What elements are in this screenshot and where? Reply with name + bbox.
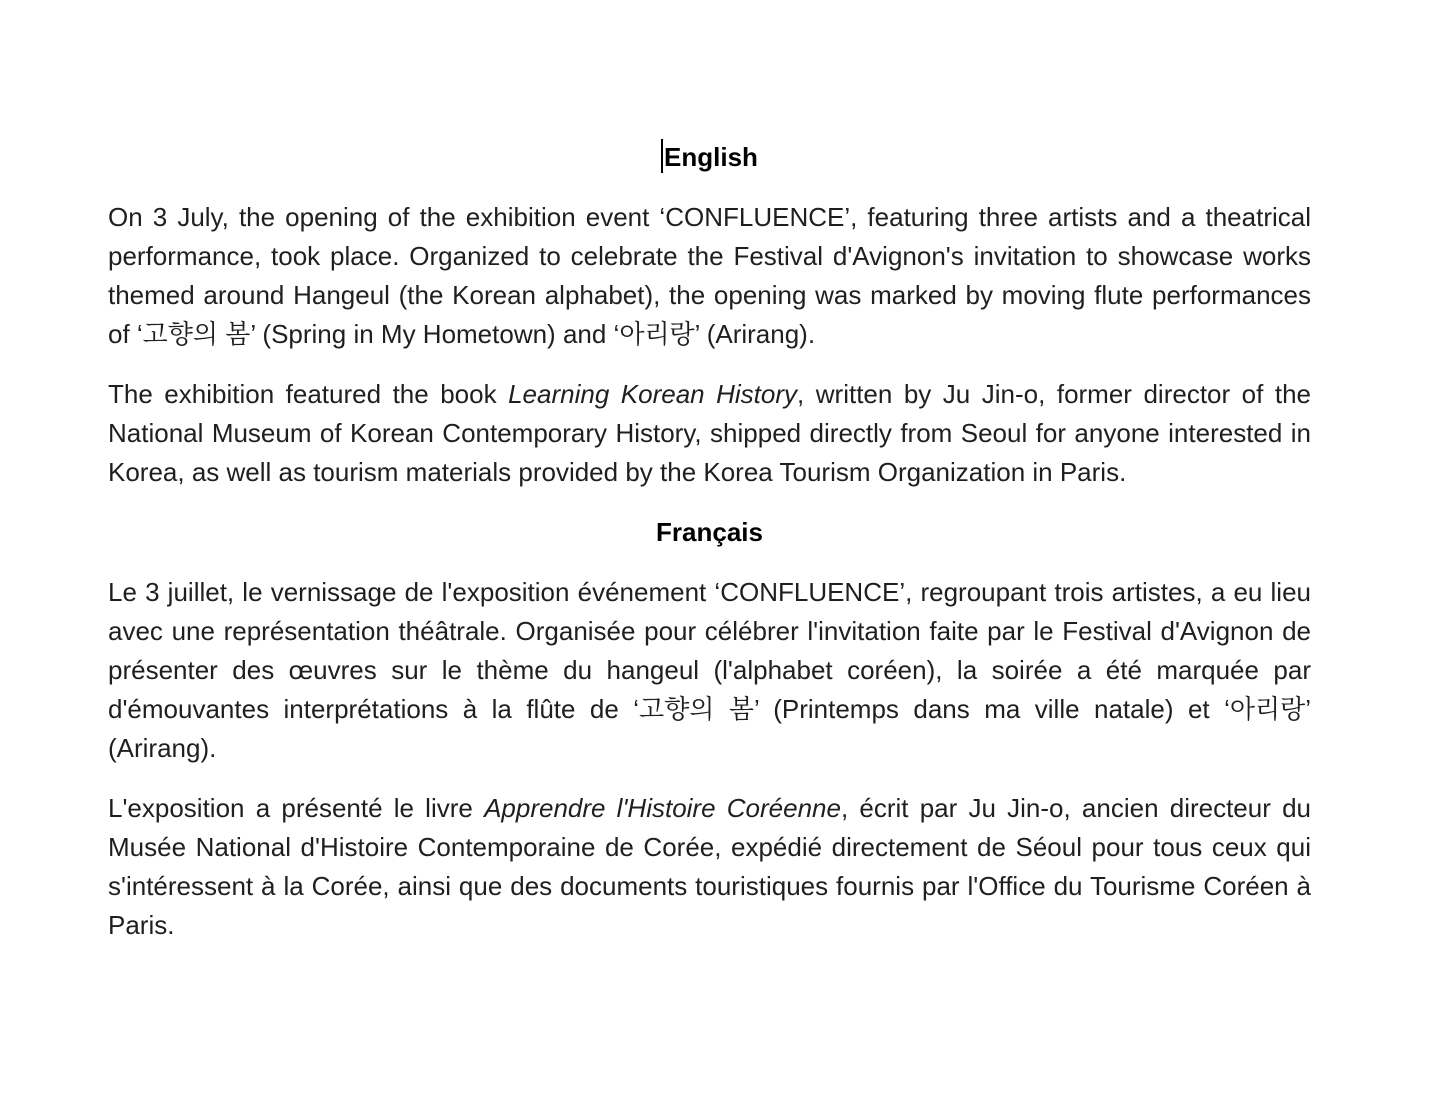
text-cursor [661, 139, 663, 173]
english-p2-before: The exhibition featured the book [108, 379, 509, 409]
french-book-title: Apprendre l'Histoire Coréenne [484, 793, 841, 823]
document-page [108, 138, 1311, 966]
english-p2-after: , written by Ju Jin-o, former director of the National Museum of Korean Contemporary History, shipped directly from Seoul for anyone interested in Korea, as well as tourism materials provided by the Korea Tourism Organization in Paris. [108, 379, 1311, 487]
english-heading [108, 138, 1311, 177]
french-paragraph-1: Le 3 juillet, le vernissage de l'exposition événement ‘CONFLUENCE’, regroupant trois artistes, a eu lieu avec une représentation théâtrale. Organisée pour célébrer l'invitation faite par le Festival d'Avignon de présenter des œuvres sur le thème du hangeul (l'alphabet coréen), la soirée a été marquée par d'émouvantes interprétations à la flûte de ‘고향의 봄’ (Printemps dans ma ville natale) et ‘아리랑’ (Arirang). [108, 577, 1311, 763]
english-paragraph-1: On 3 July, the opening of the exhibition event ‘CONFLUENCE’, featuring three artists and a theatrical performance, took place. Organized to celebrate the Festival d'Avignon's invitation to showcase works themed around Hangeul (the Korean alphabet), the opening was marked by moving flute performances of ‘고향의 봄’ (Spring in My Hometown) and ‘아리랑’ (Arirang). [108, 202, 1311, 349]
french-heading: Français [656, 517, 763, 547]
english-paragraph-2 [108, 375, 1311, 492]
english-heading-text: English [664, 142, 758, 172]
english-book-title: Learning Korean History [508, 379, 798, 409]
french-p2-after: , écrit par Ju Jin-o, ancien directeur du Musée National d'Histoire Contemporaine de Corée, expédié directement de Séoul pour tous ceux qui s'intéressent à la Corée, ainsi que des documents touristiques fournis par l'Office du Tourisme Coréen à Paris. [108, 793, 1312, 940]
french-paragraph-2 [108, 789, 1311, 945]
french-p2-before: L'exposition a présenté le livre [108, 793, 485, 823]
